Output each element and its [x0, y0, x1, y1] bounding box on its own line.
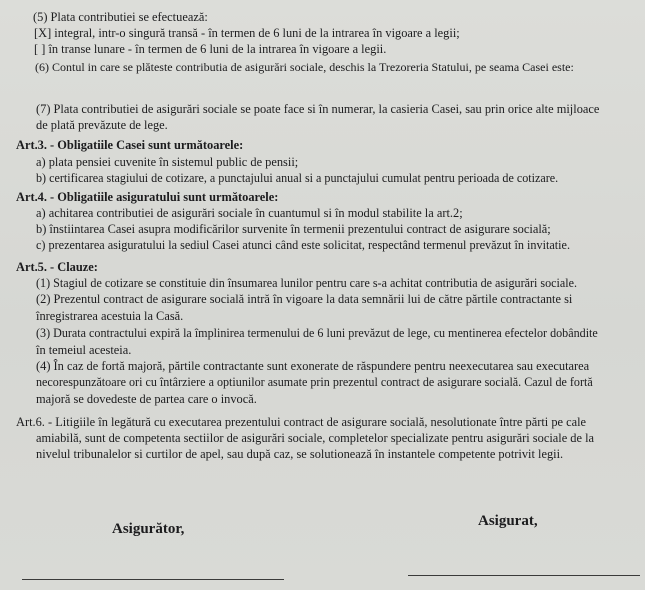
- payment-option-integral: [X] integral, intr-o singură transă - în termen de 6 luni de la intrarea în vigoare a legii;: [34, 26, 460, 40]
- clause-5-heading: (5) Plata contributiei se efectuează:: [33, 10, 208, 24]
- insurer-signature-label: Asigurător,: [112, 521, 185, 537]
- art-5-clause-3-line-2: în temeiul acesteia.: [36, 343, 132, 357]
- art-5-clause-2-line-2: înregistrarea acestuia la Casă.: [36, 309, 184, 323]
- payment-option-monthly: [ ] în transe lunare - în termen de 6 luni de la intrarea în vigoare a legii.: [34, 42, 387, 56]
- clause-7-line-2: de plată prevăzute de lege.: [36, 118, 168, 132]
- art-3-item-a: a) plata pensiei cuvenite în sistemul public de pensii;: [36, 155, 299, 169]
- art-6-line-2: amiabilă, sunt de competenta sectiilor de asigurări sociale, completelor specializate pentru asigurări sociale de la: [36, 431, 595, 445]
- art-4-item-c: c) prezentarea asiguratului la sediul Casei atunci când este solicitat, respectând termenul prevăzut în invitatie.: [36, 238, 571, 252]
- clause-6-account: (6) Contul in care se plăteste contributia de asigurări sociale, deschis la Trezoreria Statului, pe seama Casei este:: [35, 60, 574, 74]
- art-4-heading: Art.4. - Obligatiile asiguratului sunt următoarele:: [16, 190, 279, 204]
- art-5-clause-2-line-1: (2) Prezentul contract de asigurare socială intră în vigoare la data semnării lui de către părtile contractante si: [36, 292, 573, 306]
- art-3-heading: Art.3. - Obligatiile Casei sunt următoarele:: [16, 138, 244, 152]
- insured-signature-line: [408, 575, 640, 576]
- art-5-clause-4-line-2: necorespunzătoare ori cu întârziere a optiunilor asumate prin prezentul contract de asigurare socială. Cazul de fortă: [36, 375, 593, 389]
- art-4-item-a: a) achitarea contributiei de asigurări sociale în cuantumul si în modul stabilite la art.2;: [36, 206, 463, 220]
- insurer-signature-line: [22, 579, 284, 580]
- art-6-text: Art.6. - Litigiile în legătură cu executarea prezentului contract de asigurare socială, nesolutionate între părti pe cale: [16, 415, 587, 429]
- insured-signature-label: Asigurat,: [478, 513, 538, 529]
- art-5-clause-4-line-1: (4) În caz de fortă majoră, părtile contractante sunt exonerate de răspundere pentru neexecutarea sau executarea: [36, 359, 590, 373]
- art-5-heading: Art.5. - Clauze:: [16, 260, 98, 274]
- art-5-clause-3-line-1: (3) Durata contractului expiră la împlinirea termenului de 6 luni prevăzut de lege, cu mentinerea efectelor dobândite: [36, 326, 598, 340]
- art-5-clause-1: (1) Stagiul de cotizare se constituie din însumarea lunilor pentru care s-a achitat contributia de asigurări sociale.: [36, 276, 577, 290]
- art-3-item-b: b) certificarea stagiului de cotizare, a punctajului anual si a punctajului cumulat pentru perioada de cotizare.: [36, 171, 559, 185]
- art-4-item-b: b) înstiintarea Casei asupra modificărilor survenite în termenii prezentului contract de asigurare socială;: [36, 222, 551, 236]
- art-6-line-3: nivelul tribunalelor si curtilor de apel, sau după caz, se solutionează în instantele competente potrivit legii.: [36, 447, 564, 461]
- clause-7-line-1: (7) Plata contributiei de asigurări sociale se poate face si în numerar, la casieria Casei, sau prin orice alte mijloace: [36, 102, 600, 116]
- art-6-line-1: [16, 415, 586, 430]
- art-5-clause-4-line-3: majoră se dovedeste de partea care o invocă.: [36, 392, 257, 406]
